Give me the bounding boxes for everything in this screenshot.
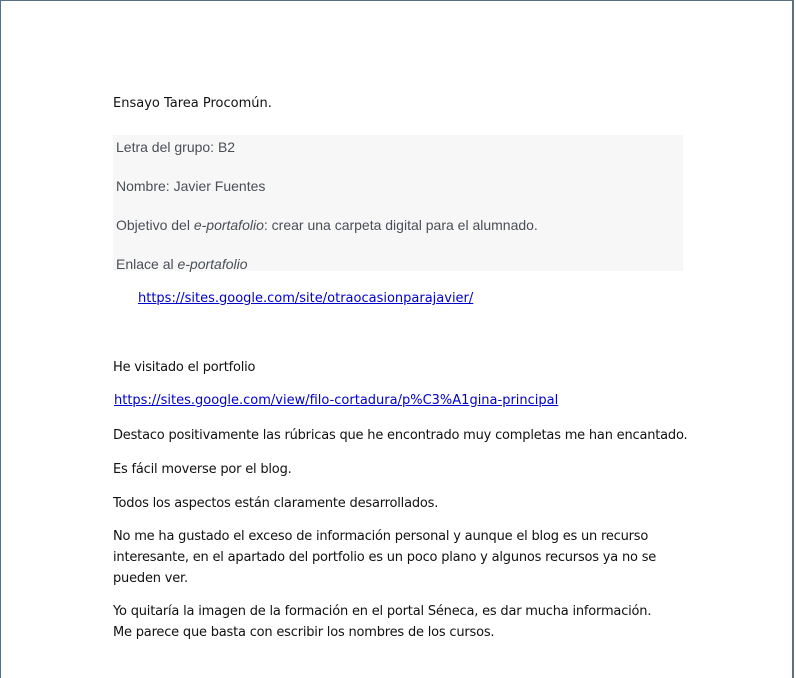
paragraph-aspects: Todos los aspectos están claramente desarrollados.: [113, 496, 439, 511]
portfolio-link[interactable]: https://sites.google.com/site/otraocasionparajavier/: [138, 291, 474, 306]
paragraph-rubrics: Destaco positivamente las rúbricas que he encontrado muy completas me han encantado.: [113, 428, 688, 443]
paragraph-suggestion: Yo quitaría la imagen de la formación en el portal Séneca, es dar mucha información. Me parece que basta con escribir los nombres de los cursos.: [113, 604, 652, 640]
visited-intro: He visitado el portfolio: [113, 360, 256, 375]
document-title: Ensayo Tarea Procomún.: [113, 96, 272, 111]
visited-portfolio-link[interactable]: https://sites.google.com/view/filo-cortadura/p%C3%A1gina-principal: [114, 393, 559, 408]
objective-text: : crear una carpeta digital para el alumnado.: [263, 217, 538, 233]
paragraph-criticism: No me ha gustado el exceso de información personal y aunque el blog es un recurso interesante, en el apartado del portfolio es un poco plano y algunos recursos ya no se pueden ver.: [113, 529, 657, 586]
link-label-term: e-portafolio: [177, 256, 248, 272]
author-name: Nombre: Javier Fuentes: [116, 178, 266, 194]
portfolio-link-label: [116, 255, 248, 273]
link-label-prefix: Enlace al: [116, 256, 178, 272]
objective-prefix: Objetivo del: [116, 217, 194, 233]
paragraph-navigation: Es fácil moverse por el blog.: [113, 462, 292, 477]
portfolio-objective: [116, 216, 538, 234]
objective-term: e-portafolio: [193, 217, 264, 233]
group-letter: Letra del grupo: B2: [116, 139, 236, 155]
info-box: [113, 135, 683, 271]
